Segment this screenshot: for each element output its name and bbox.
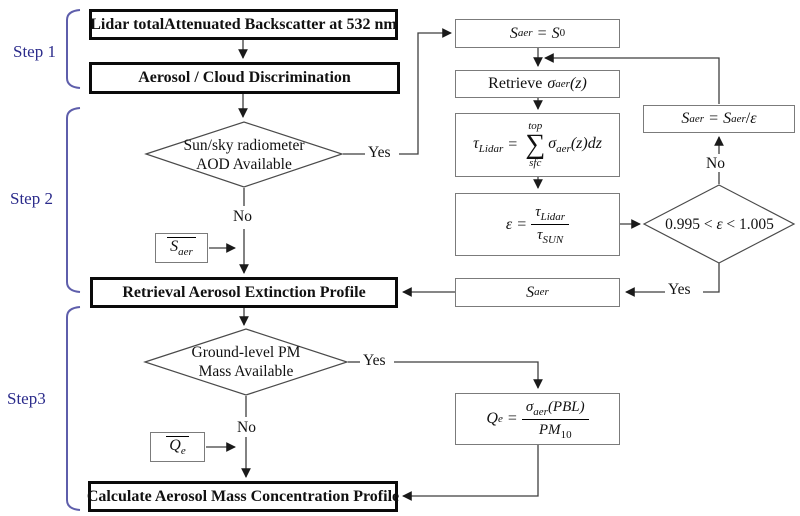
math-sub: aer xyxy=(517,27,533,39)
tau-lidar-sum-box xyxy=(455,113,620,177)
fraction-numerator xyxy=(531,203,569,225)
qe-default-box xyxy=(150,432,205,462)
fraction-numerator xyxy=(522,398,589,420)
math-sub: SUN xyxy=(542,234,564,246)
tau-symbol: τ xyxy=(537,227,543,243)
eps-range-pre: 0.995 < xyxy=(665,216,717,233)
groundpm-no-label: No xyxy=(237,419,256,436)
groundpm-diamond-text xyxy=(149,343,343,381)
retrieve-word: Retrieve xyxy=(488,75,543,92)
line-eps-yes xyxy=(703,263,719,292)
math-sym: S xyxy=(526,283,535,301)
retrieve-sigma-box xyxy=(455,70,620,98)
sigma-symbol: σ xyxy=(525,398,534,415)
equals-sign: = xyxy=(709,110,719,127)
sum-lower-limit: sfc xyxy=(529,157,542,170)
sum-sigma-icon: ∑ xyxy=(525,128,546,160)
qe-ratio-box xyxy=(455,393,620,445)
fraction xyxy=(522,398,589,441)
epsilon-ratio-box xyxy=(455,193,620,256)
groundpm-yes-label: Yes xyxy=(363,352,386,369)
sum-upper-limit: top xyxy=(528,119,543,132)
epsilon-symbol: ε xyxy=(505,215,513,233)
tau-symbol: τ xyxy=(535,204,541,220)
math-sym: S xyxy=(723,110,732,127)
arrow-yes-to-qe xyxy=(394,362,538,388)
step2-label: Step 2 xyxy=(10,189,53,208)
math-sym: S xyxy=(509,24,518,42)
saer-box xyxy=(455,278,620,307)
math-sub: Lidar xyxy=(540,211,566,223)
step1-label: Step 1 xyxy=(13,42,56,61)
math-sub: aer xyxy=(534,286,549,298)
arrow-qe-to-calculate xyxy=(403,445,538,496)
equals-sign: = xyxy=(508,136,518,153)
math-sym: S xyxy=(170,237,179,255)
math-sub: aer xyxy=(556,143,571,156)
math-arg: (z) xyxy=(569,75,587,92)
math-sym: Q xyxy=(486,410,498,427)
epsilon-symbol: ε xyxy=(716,216,723,233)
sunsky-no-label: No xyxy=(233,208,252,225)
math-sub: e xyxy=(180,445,186,458)
eps-yes-label: Yes xyxy=(668,281,691,298)
equals-sign: = xyxy=(507,410,517,427)
saer-default-box xyxy=(155,233,208,263)
math-sub: aer xyxy=(731,112,746,125)
math-sym: S xyxy=(681,110,690,127)
slash-sign: / xyxy=(745,110,751,127)
eps-no-label: No xyxy=(706,155,725,172)
sunsky-diamond-text xyxy=(147,136,341,174)
math-sub: e xyxy=(497,412,503,425)
lidar-backscatter-box: Lidar totalAttenuated Backscatter at 532 nm xyxy=(89,9,398,40)
equals-sign: = xyxy=(517,215,527,233)
fraction-denominator xyxy=(539,420,572,441)
math-sub: aer xyxy=(533,405,548,418)
math-sym: PM xyxy=(538,421,561,438)
groundpm-line1: Ground-level PM xyxy=(191,344,301,361)
tau-symbol: τ xyxy=(473,134,479,152)
math-arg: (PBL) xyxy=(547,398,585,415)
math-sub: 0 xyxy=(559,27,566,39)
tau-term xyxy=(473,135,503,155)
step3-bracket xyxy=(67,307,80,510)
math-sub: aer xyxy=(178,246,193,259)
math-sub: aer xyxy=(689,112,705,125)
sunsky-yes-label: Yes xyxy=(368,144,391,161)
eps-diamond-text xyxy=(645,215,794,234)
epsilon-symbol: ε xyxy=(750,110,757,127)
overbar-term xyxy=(166,436,188,458)
math-arg: (z)dz xyxy=(570,134,602,152)
groundpm-line2: Mass Available xyxy=(198,363,294,380)
eps-range-post: < 1.005 xyxy=(722,216,774,233)
fraction xyxy=(531,203,569,246)
summation xyxy=(525,121,545,170)
math-sym: Q xyxy=(169,436,181,454)
step1-bracket xyxy=(67,10,80,88)
step3-label: Step3 xyxy=(7,389,46,408)
math-sub: aer xyxy=(555,77,570,90)
arrow-yes-to-saer-s0 xyxy=(399,33,451,154)
math-sub: 10 xyxy=(560,428,572,441)
integrand xyxy=(548,135,602,155)
math-sym: S xyxy=(551,24,560,42)
saer-divided-by-eps-box xyxy=(643,105,795,133)
fraction-denominator xyxy=(537,225,563,246)
sunsky-line1: Sun/sky radiometer xyxy=(183,137,305,154)
aerosol-cloud-discrimination-box: Aerosol / Cloud Discrimination xyxy=(89,62,400,94)
retrieval-extinction-profile-box: Retrieval Aerosol Extinction Profile xyxy=(90,277,398,308)
overbar-term xyxy=(167,237,196,259)
math-sub: Lidar xyxy=(478,143,504,156)
sunsky-line2: AOD Available xyxy=(196,156,292,173)
sigma-symbol: σ xyxy=(547,75,556,92)
sigma-symbol: σ xyxy=(548,134,557,152)
saer-equals-s0-box xyxy=(455,19,620,48)
step2-bracket xyxy=(67,108,80,292)
equals-sign: = xyxy=(537,24,547,42)
calculate-mass-concentration-box: Calculate Aerosol Mass Concentration Profile xyxy=(88,481,398,512)
